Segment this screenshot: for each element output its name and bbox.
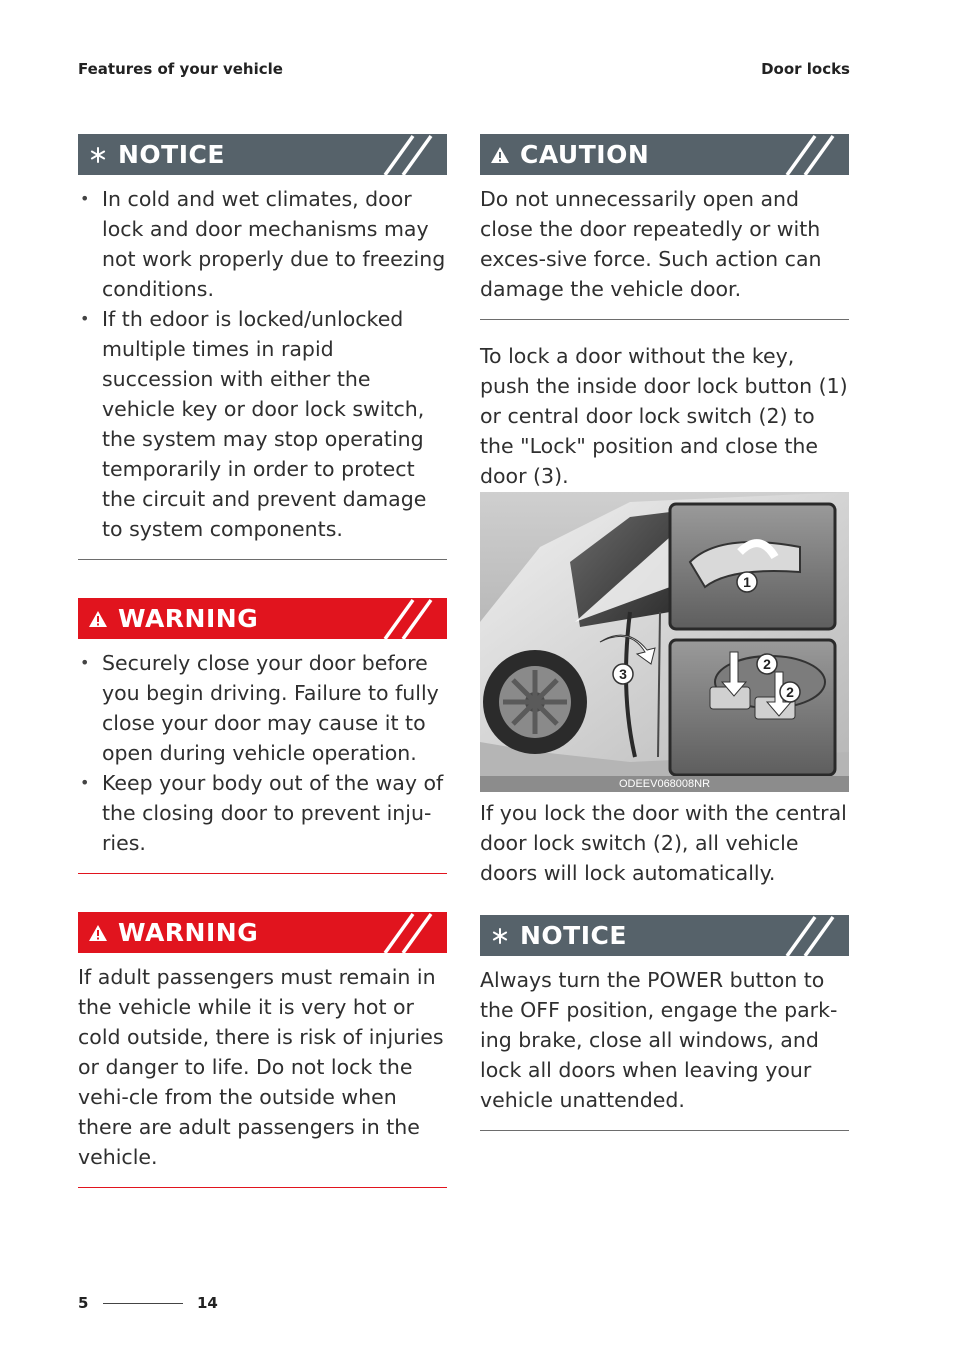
warning-title: WARNING	[118, 918, 259, 947]
warning-title: WARNING	[118, 604, 259, 633]
list-item: • Securely close your door before you begin driving. Failure to fully close your door may cause it to open during vehicle operation.	[78, 648, 447, 768]
slash-decoration-icon	[779, 915, 849, 956]
notice-text: Always turn the POWER button to the OFF position, engage the park-ing brake, close all windows, and lock all doors when leaving your vehicle unattended.	[480, 968, 838, 1112]
header-topic-title: Door locks	[761, 60, 850, 78]
slash-decoration-icon	[779, 134, 849, 175]
notice-banner	[480, 915, 849, 956]
warning-triangle-icon	[78, 924, 118, 942]
door-lock-illustration	[480, 492, 849, 792]
warning-banner	[78, 598, 447, 639]
right-column-top	[480, 134, 849, 491]
footer-divider	[103, 1303, 183, 1304]
list-item: • If th edoor is locked/unlocked multiple times in rapid succession with either the vehicle key or door lock switch, the system may stop operating temporarily in order to protect the circuit and prevent damage to system components.	[78, 304, 447, 544]
list-item: • Keep your body out of the way of the closing door to prevent inju-ries.	[78, 768, 447, 858]
page-number: 14	[197, 1294, 218, 1312]
callout-1: 1	[743, 574, 751, 590]
notice-title: NOTICE	[520, 921, 627, 950]
notice-banner	[78, 134, 447, 175]
left-column	[78, 134, 447, 1188]
callout-2: 2	[763, 656, 771, 672]
slash-decoration-icon	[377, 134, 447, 175]
right-column-bottom	[480, 789, 849, 1131]
notice-title: NOTICE	[118, 140, 225, 169]
warning-banner	[78, 912, 447, 953]
caution-title: CAUTION	[520, 140, 650, 169]
callout-2: 2	[786, 684, 794, 700]
section-divider	[78, 1187, 447, 1188]
header-section-title: Features of your vehicle	[78, 60, 283, 78]
chapter-number: 5	[78, 1294, 89, 1312]
body-paragraph: To lock a door without the key, push the inside door lock button (1) or central door lock switch (2) to the "Lock" position and close the door (3).	[480, 344, 848, 488]
section-divider	[480, 319, 849, 320]
warning-text: If adult passengers must remain in the vehicle while it is very hot or cold outside, there is risk of injuries or danger to life. Do not lock the vehi-cle from the outside when there are adult passengers in the vehicle.	[78, 965, 444, 1169]
warning-triangle-icon	[78, 610, 118, 628]
body-paragraph: If you lock the door with the central door lock switch (2), all vehicle doors will lock automatically.	[480, 801, 847, 885]
notice-list	[78, 184, 447, 544]
caution-banner	[480, 134, 849, 175]
caution-text: Do not unnecessarily open and close the door repeatedly or with exces-sive force. Such action can damage the vehicle door.	[480, 187, 822, 301]
warning-triangle-icon	[480, 146, 520, 164]
asterisk-icon	[480, 927, 520, 945]
callout-3: 3	[619, 666, 627, 682]
warning-list	[78, 648, 447, 858]
figure-code: ODEEV068008NR	[480, 776, 849, 792]
slash-decoration-icon	[377, 912, 447, 953]
asterisk-icon	[78, 146, 118, 164]
list-item: • In cold and wet climates, door lock and door mechanisms may not work properly due to freezing conditions.	[78, 184, 447, 304]
section-divider	[480, 1130, 849, 1131]
slash-decoration-icon	[377, 598, 447, 639]
